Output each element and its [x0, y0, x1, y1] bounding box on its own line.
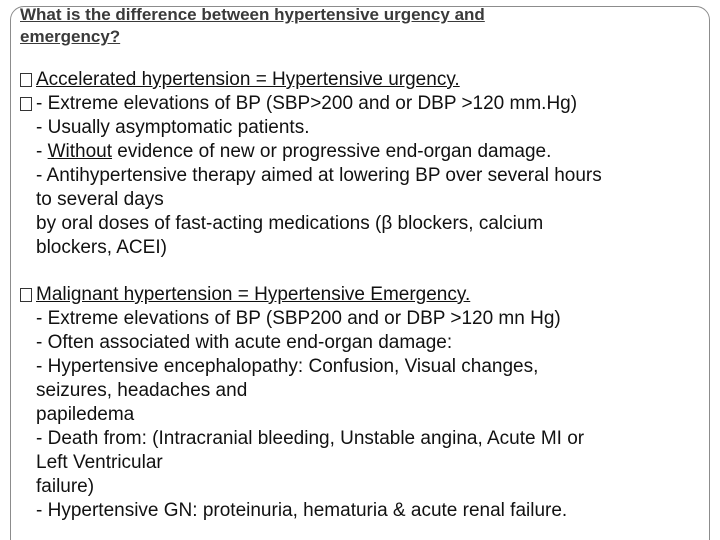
emergency-line: papiledema	[36, 404, 135, 425]
urgency-bp-line: - Extreme elevations of BP (SBP>200 and or DBP >120 mm.Hg)	[36, 93, 578, 114]
emergency-line: failure)	[36, 476, 95, 497]
bullet-urgency-heading	[20, 68, 710, 92]
urgency-therapy-2: to several days	[36, 189, 164, 210]
urgency-without-line: - Without evidence of new or progressive end-organ damage.	[36, 141, 552, 162]
urgency-heading: Accelerated hypertension = Hypertensive urgency.	[36, 69, 460, 90]
title-line-2: emergency?	[20, 27, 121, 46]
title-line-1: What is the difference between hypertensive urgency and	[20, 5, 485, 24]
emergency-line: - Hypertensive encephalopathy: Confusion, Visual changes,	[36, 356, 539, 377]
emergency-line: - Extreme elevations of BP (SBP200 and or DBP >120 mn Hg)	[36, 308, 561, 329]
urgency-therapy-4: blockers, ACEI)	[36, 237, 167, 258]
emergency-line: - Death from: (Intracranial bleeding, Unstable angina, Acute MI or	[36, 428, 585, 449]
bullet-emergency-heading	[20, 283, 710, 307]
slide-title	[20, 4, 620, 48]
section-spacer	[20, 260, 710, 283]
without-word: Without	[47, 141, 113, 162]
urgency-therapy-3: by oral doses of fast-acting medications (β blockers, calcium	[36, 213, 544, 234]
emergency-line: seizures, headaches and	[36, 380, 248, 401]
bullet-urgency-bp	[20, 92, 710, 116]
without-rest: evidence of new or progressive end-organ damage.	[112, 141, 552, 162]
checkbox-bullet-icon	[20, 97, 32, 111]
urgency-therapy-1: - Antihypertensive therapy aimed at lowering BP over several hours	[36, 165, 602, 186]
urgency-asymptomatic: - Usually asymptomatic patients.	[36, 117, 310, 138]
checkbox-bullet-icon	[20, 73, 32, 87]
emergency-line: - Often associated with acute end-organ damage:	[36, 332, 453, 353]
emergency-line: - Hypertensive GN: proteinuria, hematuria & acute renal failure.	[36, 500, 568, 521]
checkbox-bullet-icon	[20, 288, 32, 302]
emergency-heading: Malignant hypertension = Hypertensive Emergency.	[36, 284, 471, 305]
slide-body	[20, 68, 710, 523]
emergency-line: Left Ventricular	[36, 452, 163, 473]
